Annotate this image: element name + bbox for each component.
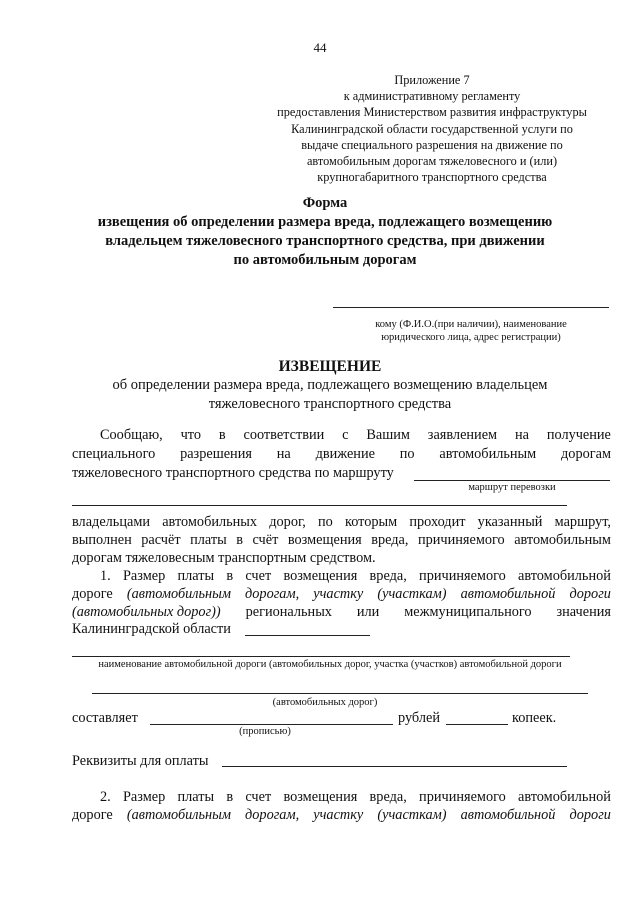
word: возмещения xyxy=(287,532,362,548)
road-name-field-line[interactable] xyxy=(72,656,570,657)
recipient-field-line[interactable] xyxy=(333,307,609,308)
word: дороге xyxy=(72,807,113,823)
word: Размер xyxy=(122,568,166,584)
word: вреда, xyxy=(371,532,409,548)
word: счёт xyxy=(252,532,279,548)
word: 1. xyxy=(100,568,111,584)
appendix-header xyxy=(258,72,606,185)
route-caption: маршрут перевозки xyxy=(468,482,556,493)
word: по xyxy=(317,514,333,530)
word: значения xyxy=(556,604,611,620)
para1-line3: тяжеловесного транспортного средства по маршруту xyxy=(72,465,394,481)
word: автомобильным xyxy=(439,446,537,462)
item1-line2 xyxy=(72,585,611,603)
word: получение xyxy=(546,427,611,443)
road-name-caption: наименование автомобильной дороги (автомобильных дорог, участка (участков) автомобильной дороги xyxy=(98,659,562,670)
word: специального xyxy=(72,446,156,462)
word: вреда, xyxy=(369,568,407,584)
word: причиняемого xyxy=(419,789,506,805)
word: по xyxy=(399,446,415,462)
route-field-line[interactable] xyxy=(414,480,610,481)
word: в xyxy=(226,568,234,584)
kopecks-field-line[interactable] xyxy=(446,724,508,725)
word: (участкам) xyxy=(377,807,447,823)
word: (автомобильным xyxy=(126,807,231,823)
words-caption: (прописью) xyxy=(239,726,291,737)
word: Размер xyxy=(122,789,166,805)
word: (автомобильных дорог)) xyxy=(72,604,221,620)
word: 2. xyxy=(100,789,111,805)
word: дороге xyxy=(72,586,113,602)
para1-line2 xyxy=(72,445,611,463)
word: заявлением xyxy=(427,427,498,443)
form-title-line: по автомобильным дорогам xyxy=(233,252,417,268)
word: автомобильным xyxy=(514,532,611,548)
amount-label: составляет xyxy=(72,710,138,726)
roads-field-line[interactable] xyxy=(92,693,588,694)
recipient-caption xyxy=(333,318,609,344)
word: Вашим xyxy=(366,427,410,443)
notice-subtitle-line: тяжеловесного транспортного средства xyxy=(208,396,452,412)
appendix-line: автомобильным дорогам тяжеловесного и (или) xyxy=(306,154,558,169)
item1-line1 xyxy=(100,567,611,585)
notice-heading: ИЗВЕЩЕНИЕ xyxy=(278,358,382,375)
word: маршрут, xyxy=(554,514,611,530)
recipient-caption-line: юридического лица, адрес регистрации) xyxy=(381,332,561,343)
word: которым xyxy=(344,514,398,530)
word: владельцами xyxy=(72,514,151,530)
notice-subtitle-line: об определении размера вреда, подлежащего возмещению владельцем xyxy=(112,377,548,393)
word: (участкам) xyxy=(377,586,447,602)
requisites-field-line[interactable] xyxy=(222,766,567,767)
word: расчёт xyxy=(141,532,181,548)
word: дорог, xyxy=(269,514,306,530)
word: дорогам, xyxy=(245,586,300,602)
requisites-label: Реквизиты для оплаты xyxy=(72,753,209,769)
word: автомобильной xyxy=(518,789,611,805)
word: с xyxy=(342,427,349,443)
form-title-line: Форма xyxy=(302,195,348,211)
word: проходит xyxy=(409,514,466,530)
para1-line5 xyxy=(72,531,611,549)
word: движение xyxy=(315,446,375,462)
word: в xyxy=(218,427,226,443)
para1-line6: дорогам тяжеловесным транспортным средством. xyxy=(72,550,376,566)
region-field-line[interactable] xyxy=(245,635,370,636)
word: автомобильных xyxy=(162,514,258,530)
word: Сообщаю, xyxy=(100,427,163,443)
word: платы xyxy=(177,789,215,805)
word: дорогам, xyxy=(245,807,300,823)
word: межмуниципального xyxy=(404,604,532,620)
kopecks-label: копеек. xyxy=(512,710,557,726)
word: автомобильной xyxy=(460,807,556,823)
amount-words-field-line[interactable] xyxy=(150,724,393,725)
word: дороги xyxy=(569,586,611,602)
item2-line1 xyxy=(100,788,611,806)
word: на xyxy=(514,427,529,443)
word: возмещения xyxy=(283,789,358,805)
roads-caption: (автомобильных дорог) xyxy=(272,697,378,708)
word: в xyxy=(236,532,243,548)
word: дорогам xyxy=(561,446,611,462)
form-title-line: извещения об определении размера вреда, подлежащего возмещению xyxy=(97,214,553,230)
form-title-line: владельцем тяжеловесного транспортного средства, при движении xyxy=(105,233,545,249)
word: или xyxy=(356,604,380,620)
para1-line1 xyxy=(100,426,611,444)
word: разрешения xyxy=(180,446,252,462)
word: дороги xyxy=(569,807,611,823)
word: участку xyxy=(313,586,364,602)
rubles-label: рублей xyxy=(398,710,440,726)
word: выполнен xyxy=(72,532,132,548)
para1-line4 xyxy=(72,513,611,531)
appendix-line: к административному регламенту xyxy=(343,89,521,104)
form-title xyxy=(60,194,590,270)
notice-subtitle xyxy=(60,376,600,414)
word: причиняемого xyxy=(417,532,505,548)
word: (автомобильным xyxy=(126,586,231,602)
word: в xyxy=(226,789,234,805)
word: региональных xyxy=(245,604,332,620)
appendix-line: выдаче специального разрешения на движение по xyxy=(301,137,563,152)
word: возмещения xyxy=(283,568,358,584)
word: счет xyxy=(245,789,272,805)
appendix-line: крупногабаритного транспортного средства xyxy=(317,170,547,185)
word: автомобильной xyxy=(518,568,611,584)
route-continuation-line[interactable] xyxy=(72,505,567,506)
word: причиняемого xyxy=(419,568,506,584)
word: автомобильной xyxy=(460,586,556,602)
word: соответствии xyxy=(243,427,325,443)
recipient-caption-line: кому (Ф.И.О.(при наличии), наименование xyxy=(375,319,567,330)
word: указанный xyxy=(477,514,543,530)
word: платы xyxy=(177,568,215,584)
page-number: 44 xyxy=(313,40,327,55)
word: счет xyxy=(245,568,272,584)
word: платы xyxy=(190,532,227,548)
appendix-line: Приложение 7 xyxy=(394,73,470,87)
appendix-line: Калининградской области государственной услуги по xyxy=(291,121,573,136)
item1-line3 xyxy=(72,603,611,621)
word: что xyxy=(180,427,201,443)
word: участку xyxy=(313,807,364,823)
item2-line2 xyxy=(72,806,611,824)
word: на xyxy=(276,446,291,462)
appendix-line: предоставления Министерством развития инфраструктуры xyxy=(277,105,587,120)
word: вреда, xyxy=(369,789,407,805)
item1-line4: Калининградской области xyxy=(72,621,231,637)
